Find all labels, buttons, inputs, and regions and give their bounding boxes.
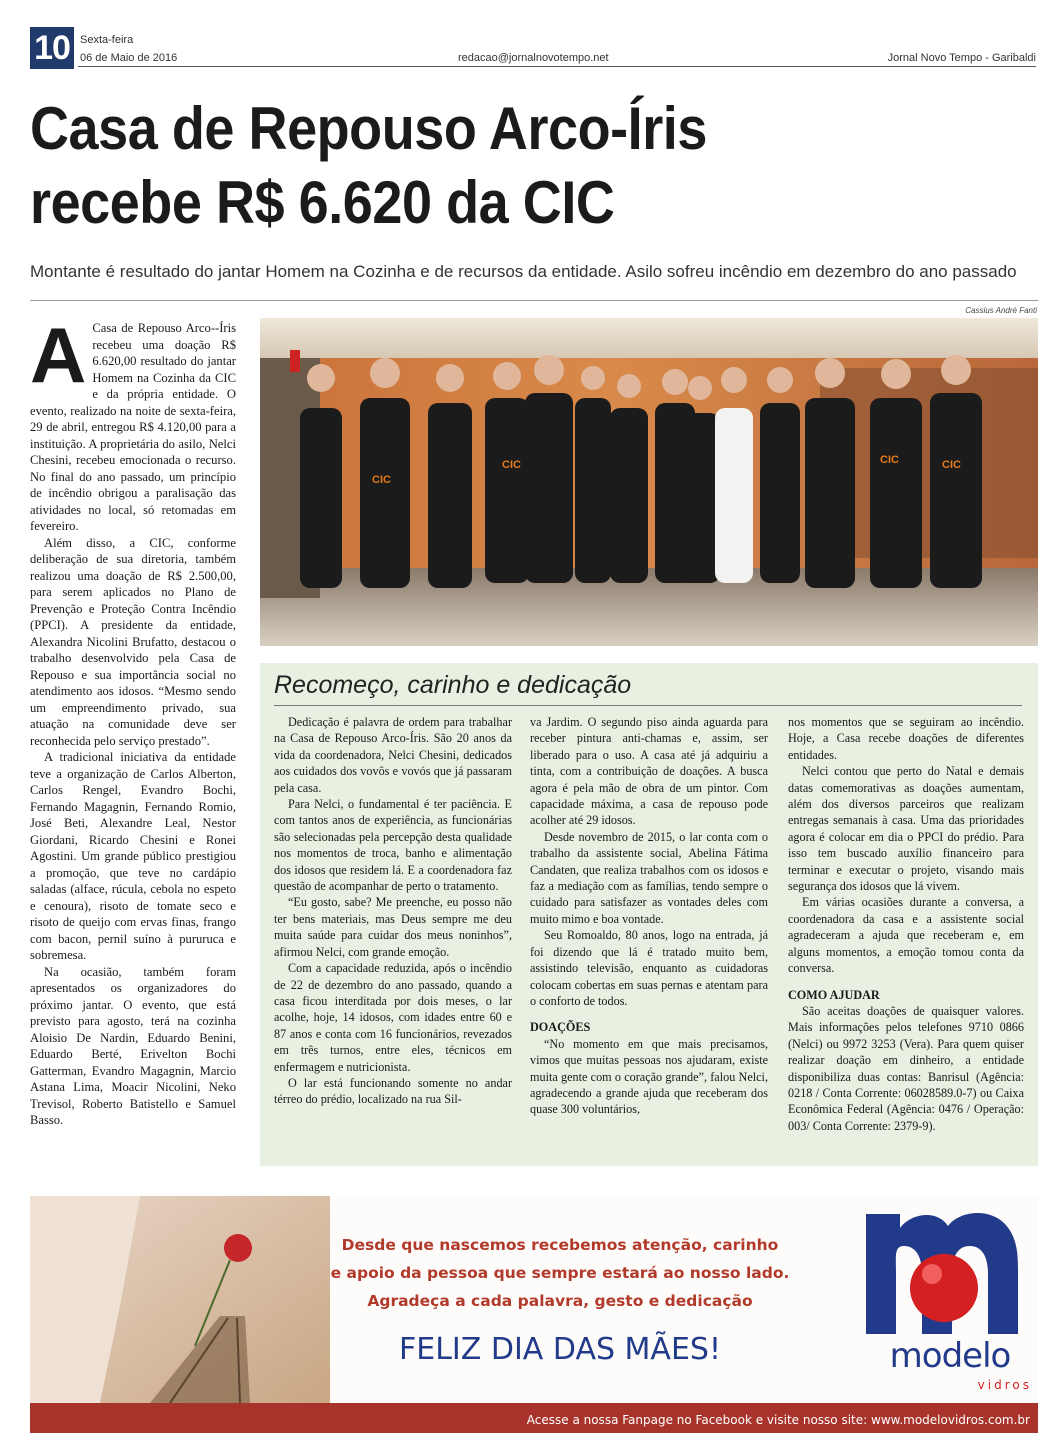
box-paragraph: São aceitas doações de quaisquer valores. Mais informações pelos telefones 9710 0866 (Nelci) ou 9972 3253 (Vera). Para quem quiser realizar doação em dinheiro, a entidade disponibiliza duas contas: Banrisul (Agência: 0218 / Conta Corrente: 06028589.0-7) ou Caixa Econômica Federal (Agência: 0476 / Operação: 003/ Conta Corrente: 2379-9). (788, 1003, 1024, 1133)
subheadline: Montante é resultado do jantar Homem na Cozinha e de recursos da entidade. Asilo sofreu incêndio em dezembro do ano passado (30, 262, 1017, 281)
box-paragraph: Nelci contou que perto do Natal e demais datas comemorativas as doações aumentam, além dos diversos parceiros que realizam entregas semanais à casa. Uma das prioridades agora é colocar em dia o PPCI do prédio. Para isso tem buscado auxílio financeiro para terminar e executar o projeto, visando mais segurança dos idosos que lá vivem. (788, 764, 1024, 894)
page-number: 10 (30, 27, 74, 69)
box-paragraph: Com a capacidade reduzida, após o incêndio de 22 de dezembro do ano passado, quando a casa ficou interditada por dois meses, o lar acolhe, hoje, 14 idosos, com idades entre 60 e 87 anos e conta com 16 funcionários, revezados em três turnos, entre eles, técnicos em enfermagem e nutricionista. (274, 961, 512, 1074)
apron-logo: CIC (372, 474, 391, 486)
box-column-3 (788, 714, 1024, 1134)
headline (30, 92, 930, 240)
box-paragraph: va Jardim. O segundo piso ainda aguarda para receber pintura anti-chamas e, assim, ser liberado para o uso. A casa até já adquiriu a tinta, com a contribuição de doações. A busca agora é pela mão de obra de um pintor. Com capacidade máxima, a casa de repouso pode acolher até 29 idosos. (530, 715, 768, 828)
advertisement[interactable] (30, 1196, 1038, 1433)
box-subtitle-doacoes: DOAÇÕES (530, 1020, 591, 1035)
box-paragraph: “No momento em que mais precisamos, vimos que muitas pessoas nos ajudaram, existe muita gente com o coração grande”, falou Nelci, agradecendo a grande ajuda que receberam dos quase 300 voluntários, (530, 1036, 768, 1117)
event-photo (260, 318, 1038, 646)
article-paragraph: Além disso, a CIC, conforme deliberação de sua diretoria, também realizou uma doação de R$ 2.500,00, para serem aplicados no Plano de Prevenção e Proteção Contra Incêndio (PPCI). A presidente da entidade, Alexandra Nicolini Brufatto, destacou o trabalho desenvolvido pela Casa de Repouso e sua importância social no atendimento aos idosos. “Mesmo sendo um empreendimento privado, sua atuação na comunidade deve ser reconhecida pelo serviço prestado”. (30, 535, 236, 748)
group-photo-illustration (260, 318, 1038, 646)
box-paragraph: O lar está funcionando somente no andar térreo do prédio, localizado na rua Sil- (274, 1075, 512, 1107)
ad-line-3: Agradeça a cada palavra, gesto e dedicação (367, 1292, 753, 1310)
headline-line-1: Casa de Repouso Arco-Íris (30, 95, 707, 162)
box-column-2 (530, 714, 768, 1118)
box-paragraph: Desde novembro de 2015, o lar conta com o trabalho da assistente social, Abelina Fátima Candaten, que realiza trabalhos com os idosos e faz a mediação com as famílias, tendo sempre o cuidado para satisfazer as vontades deles com muito mimo e boa vontade. (530, 829, 768, 926)
apron-logo: CIC (502, 459, 521, 471)
publication-name: Jornal Novo Tempo - Garibaldi (887, 52, 1036, 64)
ad-brand-name: modelo (889, 1336, 1011, 1376)
article-column (30, 311, 236, 1129)
box-subtitle-como-ajudar: COMO AJUDAR (788, 987, 880, 1002)
box-paragraph: Dedicação é palavra de ordem para trabalhar na Casa de Repouso Arco-Íris. São 20 anos da vida da coordenadora, Nelci Chesini, dedicados aos cuidados dos vovôs e vovós que já passaram pela casa. (274, 715, 512, 795)
box-paragraph: nos momentos que se seguiram ao incêndio. Hoje, a Casa recebe doações de diferentes entidades. (788, 715, 1024, 762)
divider (30, 300, 1038, 301)
box-title: Recomeço, carinho e dedicação (274, 671, 632, 699)
photo-credit: Cassius André Fanti (965, 306, 1037, 315)
modelo-logo-icon (860, 1204, 1030, 1339)
box-paragraph: Para Nelci, o fundamental é ter paciência. E com tantos anos de experiência, as funcionárias são selecionadas pela percepção desta qualidade nos momentos de troca, banho e alimentação dos idosos que residem lá. E a coordenadora faz questão de acompanhar de perto o tratamento. (274, 797, 512, 894)
apron-logo: CIC (942, 459, 961, 471)
weekday: Sexta-feira (80, 34, 134, 46)
apron-logo: CIC (880, 454, 899, 466)
box-column-1 (274, 714, 512, 1108)
ad-brand-sub: vidros (977, 1378, 1032, 1392)
issue-date: 06 de Maio de 2016 (80, 52, 178, 64)
box-rule (274, 705, 1022, 706)
header-rule (78, 66, 1036, 67)
email-link[interactable]: redacao@jornalnovotempo.net (458, 52, 609, 64)
article-paragraph: A tradicional iniciativa da entidade teve a organização de Carlos Alberton, Carlos Rengel, Evandro Bochi, Fernando Magagnin, Fernando Romio, José Beti, Alexandre Leal, Nestor Giordani, Ricardo Chesini e Ronei Agostini. Um grande público prestigiou a promoção, que teve no cardápio saladas (alface, rúcula, cebola no espeto e cenoura), risoto de tomate seco e risoto de queijo com ervas finas, frango com bacon, pernil suíno à pururuca e sobremesa. (30, 750, 236, 962)
article-paragraph: Casa de Repouso Arco--Íris recebeu uma doação R$ 6.620,00 resultado do jantar Homem na Cozinha da CIC e da própria entidade. O evento, realizado na noite de sexta-feira, 29 de abril, entregou R$ 4.120,00 para a instituição. A proprietária do asilo, Nelci Chesini, recebeu emocionada o recurso. No final do ano passado, um princípio de incêndio obrigou a paralisação das atividades no local, só retomadas em fevereiro. (30, 321, 236, 533)
box-paragraph: Seu Romoaldo, 80 anos, logo na entrada, já foi dizendo que lá é tratado muito bem, assistindo televisão, enquanto as cuidadoras colocam cobertas em suas pernas e atentam para o conforto de todos. (530, 928, 768, 1008)
ad-line-2: e apoio da pessoa que sempre estará ao nosso lado. (330, 1264, 790, 1282)
headline-line-2: recebe R$ 6.620 da CIC (30, 169, 615, 236)
ad-photo-illustration (30, 1196, 330, 1403)
ad-line-1: Desde que nascemos recebemos atenção, carinho (341, 1236, 779, 1254)
box-paragraph: Em várias ocasiões durante a conversa, a coordenadora da casa e a assistente social agradeceram a ajuda que receberam e, em alguns momentos, a emoção tomou conta da conversa. (788, 895, 1024, 976)
ad-headline: FELIZ DIA DAS MÃES! (399, 1332, 721, 1367)
drop-cap: A (30, 311, 87, 399)
box-paragraph: “Eu gosto, sabe? Me preenche, eu posso não ter bens materiais, mas Deus sempre me deu muita saúde para cuidar dos meus noninhos”, afirmou Nelci, com grande emoção. (274, 895, 512, 959)
ad-footer-link[interactable]: Acesse a nossa Fanpage no Facebook e visite nosso site: www.modelovidros.com.br (526, 1413, 1030, 1427)
article-paragraph: Na ocasião, também foram apresentados os organizadores do próximo jantar. O evento, que está previsto para agosto, terá na cozinha Aloisio De Nardin, Eduardo Benini, Eduardo Berté, Erivelton Bochi Gatterman, Evandro Magagnin, Marcio Astana Lima, Moacir Nicolini, Neko Trevisol, Roberto Batistello e Samuel Basso. (30, 964, 236, 1127)
